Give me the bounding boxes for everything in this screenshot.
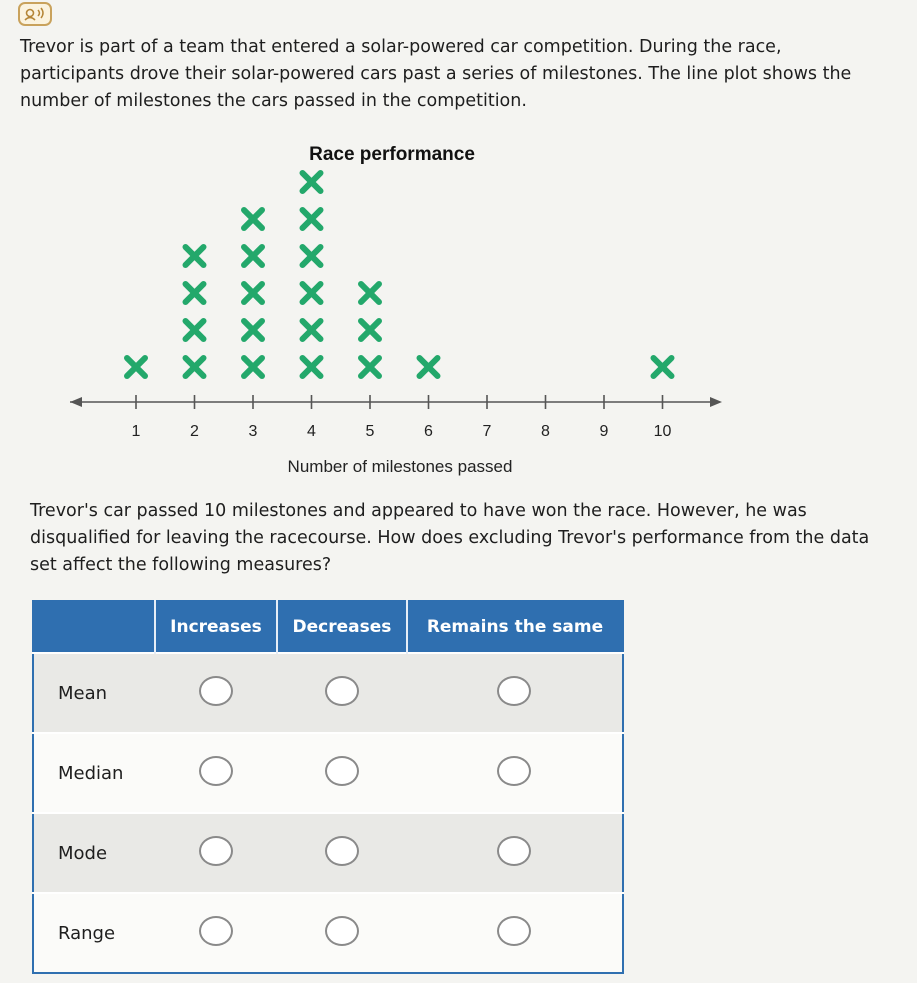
tick-label-7: 7	[482, 423, 492, 440]
corner-cell	[33, 601, 155, 653]
left-arrow-icon	[70, 397, 82, 407]
mean-increases-radio[interactable]	[199, 676, 233, 706]
tick-label-5: 5	[365, 423, 375, 440]
mode-remains-radio[interactable]	[497, 836, 531, 866]
row-label-mode: Mode	[33, 813, 155, 893]
median-increases-radio[interactable]	[199, 756, 233, 786]
x-mark-2-3	[186, 284, 204, 302]
x-mark-3-4	[244, 247, 262, 265]
chart-title: Race performance	[309, 144, 475, 165]
row-label-range: Range	[33, 893, 155, 973]
col-header-remains-the-same: Remains the same	[407, 601, 623, 653]
tick-label-9: 9	[599, 423, 609, 440]
tick-label-1: 1	[131, 423, 141, 440]
x-mark-2-2	[186, 321, 204, 339]
row-label-mean: Mean	[33, 653, 155, 733]
x-mark-2-4	[186, 247, 204, 265]
question-text: Trevor's car passed 10 milestones and appeared to have won the race. However, he was disqualified for leaving the racecourse. How does excluding Trevor's performance from the data set affect the following measures?	[30, 501, 870, 575]
median-decreases-radio[interactable]	[325, 756, 359, 786]
line-plot-svg	[60, 140, 740, 480]
tick-label-3: 3	[248, 423, 258, 440]
range-remains-radio[interactable]	[497, 916, 531, 946]
median-remains-radio[interactable]	[497, 756, 531, 786]
x-mark-4-1	[303, 358, 321, 376]
mode-decreases-radio[interactable]	[325, 836, 359, 866]
mean-remains-radio[interactable]	[497, 676, 531, 706]
text-to-speech-icon[interactable]	[18, 2, 52, 26]
range-decreases-radio[interactable]	[325, 916, 359, 946]
row-mode	[33, 813, 623, 893]
x-axis-label: Number of milestones passed	[287, 457, 513, 476]
range-increases-radio[interactable]	[199, 916, 233, 946]
right-arrow-icon	[710, 397, 722, 407]
x-mark-5-1	[361, 358, 379, 376]
row-median	[33, 733, 623, 813]
x-mark-4-6	[303, 173, 321, 191]
answer-grid-header	[33, 601, 623, 653]
x-mark-1-1	[127, 358, 145, 376]
x-mark-3-3	[244, 284, 262, 302]
x-mark-6-1	[420, 358, 438, 376]
tick-label-6: 6	[424, 423, 433, 440]
tick-label-4: 4	[307, 423, 316, 440]
col-header-increases: Increases	[155, 601, 277, 653]
x-mark-3-2	[244, 321, 262, 339]
x-mark-10-1	[654, 358, 672, 376]
row-label-median: Median	[33, 733, 155, 813]
x-mark-5-2	[361, 321, 379, 339]
tick-label-2: 2	[190, 423, 199, 440]
tick-label-8: 8	[541, 423, 550, 440]
tick-label-10: 10	[653, 423, 672, 440]
x-mark-4-3	[303, 284, 321, 302]
answer-grid	[32, 600, 624, 974]
x-mark-4-4	[303, 247, 321, 265]
mode-increases-radio[interactable]	[199, 836, 233, 866]
x-mark-3-5	[244, 210, 262, 228]
x-mark-4-2	[303, 321, 321, 339]
row-mean	[33, 653, 623, 733]
x-mark-2-1	[186, 358, 204, 376]
x-mark-4-5	[303, 210, 321, 228]
intro-text: Trevor is part of a team that entered a solar-powered car competition. During the race, participants drove their solar-powered cars past a series of milestones. The line plot shows the number of milestones the cars passed in the competition.	[20, 37, 852, 111]
line-plot	[60, 140, 740, 480]
x-mark-3-1	[244, 358, 262, 376]
x-mark-5-3	[361, 284, 379, 302]
mean-decreases-radio[interactable]	[325, 676, 359, 706]
row-range	[33, 893, 623, 973]
col-header-decreases: Decreases	[277, 601, 407, 653]
